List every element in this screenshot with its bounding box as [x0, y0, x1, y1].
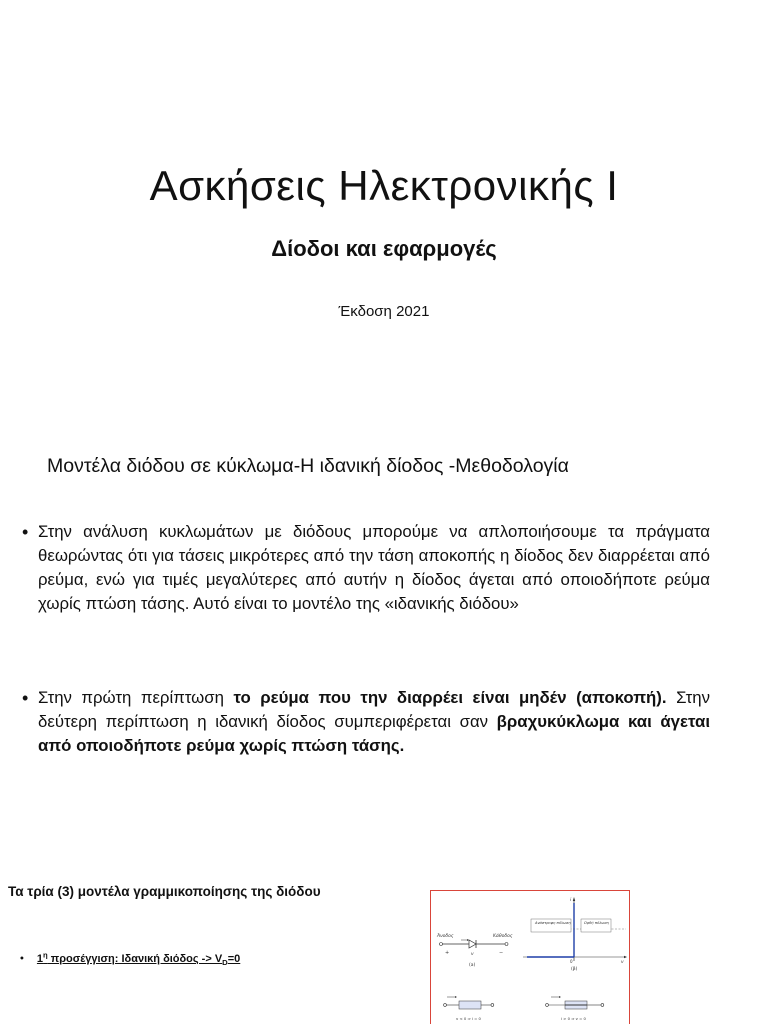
bullet-2-text-2: Στην δεύτερη περίπτωση η ιδανική δίοδος συμπεριφέρεται σαν — [38, 688, 710, 731]
svg-text:v < 0 ⇒ i = 0: v < 0 ⇒ i = 0 — [456, 1016, 481, 1021]
bullet-paragraph-2 — [22, 686, 710, 758]
document-subtitle: Δίοδοι και εφαρμογές — [271, 236, 497, 261]
ideal-diode-circuit — [436, 932, 513, 968]
open-circuit-model — [444, 996, 494, 1021]
bullet-2-bold-1: το ρεύμα που την διαρρέει είναι μηδέν (αποκοπή). — [233, 688, 667, 707]
svg-text:0: 0 — [570, 959, 573, 964]
bullet-2-text-1: Στην πρώτη περίπτωση — [38, 688, 234, 707]
iv-characteristic — [523, 897, 627, 972]
diode-symbol-icon — [469, 940, 476, 948]
svg-text:(β): (β) — [571, 967, 578, 972]
document-title: Ασκήσεις Ηλεκτρονικής Ι — [149, 162, 619, 209]
svg-text:(a): (a) — [469, 963, 476, 968]
svg-text:+: + — [445, 950, 450, 956]
bullet-2-bold-2: βραχυκύκλωμα και άγεται από οποιοδήποτε ρεύμα χωρίς πτώση τάσης. — [38, 712, 710, 755]
svg-text:Ανάστροφη πόλωση: Ανάστροφη πόλωση — [535, 921, 571, 925]
section-heading: Μοντέλα διόδου σε κύκλωμα-Η ιδανική δίοδος -Μεθοδολογία — [47, 455, 569, 477]
bullet-1-text: Στην ανάλυση κυκλωμάτων με διόδους μπορούμε να απλοποιήσουμε τα πράγματα θεωρώντας ότι για τάσεις μικρότερες από την τάση αποκοπής η δίοδος δεν διαρρέεται από ρεύμα, ενώ για τιμές μεγαλύτερες από αυτήν η δίοδος άγεται από οποιοδήποτε ρεύμα χωρίς πτώση τάσης. Αυτό είναι το μοντέλο της «ιδανικής διόδου» — [38, 522, 710, 613]
models-title: Τα τρία (3) μοντέλα γραμμικοποίησης της διόδου — [8, 884, 321, 899]
bullet-dot: • — [22, 522, 29, 542]
approximation-item — [20, 950, 240, 967]
bullet-paragraph-1 — [22, 520, 710, 616]
edition-label: Έκδοση 2021 — [338, 303, 430, 320]
svg-text:Κάθοδος: Κάθοδος — [493, 934, 513, 939]
diode-models-figure — [430, 890, 630, 1024]
approximation-text: $1^\eta$ προσέγγιση: Ιδανική $\delta\iota ό\delta o\varsigma -> V_D=0$ — [36, 950, 241, 967]
svg-text:i: i — [570, 898, 572, 903]
svg-text:v: v — [621, 960, 624, 965]
bullet-dot: • — [22, 688, 29, 708]
svg-text:−: − — [499, 950, 504, 956]
short-circuit-model — [546, 996, 604, 1021]
svg-text:i > 0 ⇒ v = 0: i > 0 ⇒ v = 0 — [561, 1016, 586, 1021]
bullet-dot: • — [20, 952, 24, 965]
svg-text:Ορθή πόλωση: Ορθή πόλωση — [584, 921, 609, 925]
diode-models-diagram — [431, 891, 628, 1025]
svg-text:v: v — [471, 952, 474, 957]
svg-text:Άνοδος: Άνοδος — [437, 934, 454, 939]
